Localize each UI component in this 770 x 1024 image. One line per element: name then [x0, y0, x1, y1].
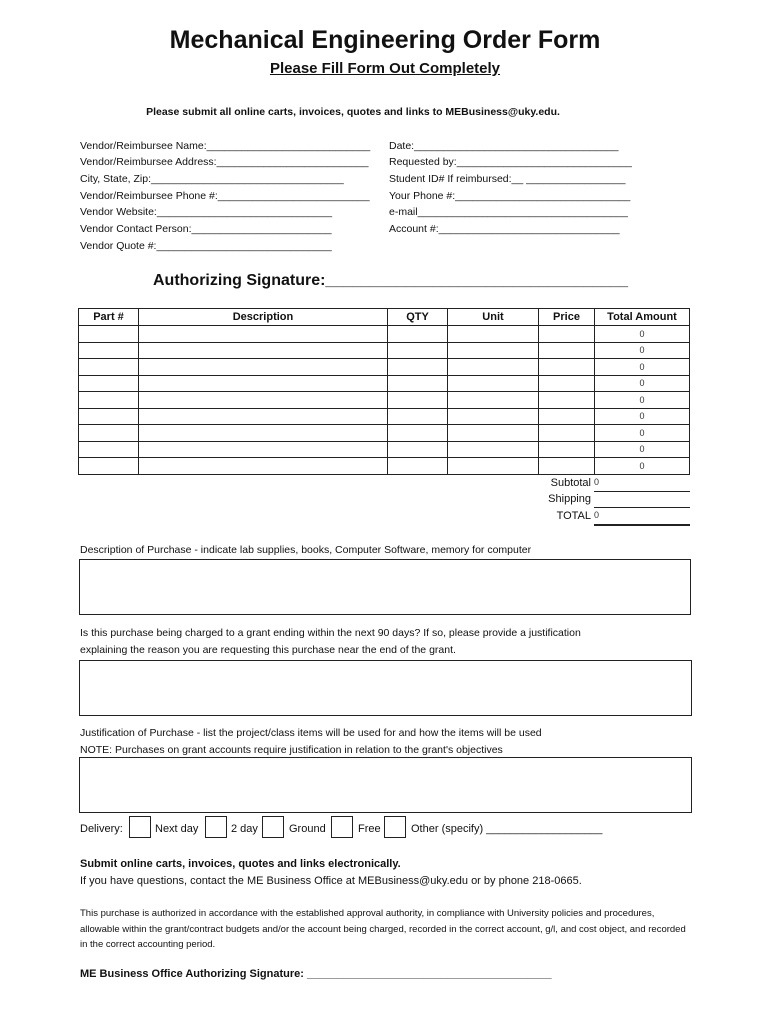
row-total-cell: 0: [595, 342, 690, 359]
justification-line2: NOTE: Purchases on grant accounts require justification in relation to the grant's objectives: [80, 744, 503, 756]
items-table: [78, 308, 690, 475]
delivery-label: Delivery:: [80, 823, 123, 835]
total-value: 0: [594, 510, 690, 526]
authorizing-signature-field[interactable]: Authorizing Signature:__________________________________: [153, 272, 628, 289]
qty-cell[interactable]: [388, 392, 448, 409]
row-total-cell: 0: [595, 375, 690, 392]
grant-question-line2: explaining the reason you are requesting this purchase near the end of the grant.: [80, 644, 456, 656]
vendor-name-field[interactable]: Vendor/Reimbursee Name:____________________________: [80, 140, 371, 152]
price-cell[interactable]: [539, 441, 595, 458]
your-phone-field[interactable]: Your Phone #:______________________________: [389, 190, 631, 202]
description-cell[interactable]: [139, 441, 388, 458]
description-cell[interactable]: [139, 326, 388, 343]
table-row: [79, 408, 690, 425]
requested-by-field[interactable]: Requested by:______________________________: [389, 156, 632, 168]
justification-textarea[interactable]: [79, 757, 692, 813]
vendor-phone-field[interactable]: Vendor/Reimbursee Phone #:__________________________: [80, 190, 370, 202]
vendor-quote-field[interactable]: Vendor Quote #:______________________________: [80, 240, 332, 252]
row-total-cell: 0: [595, 458, 690, 475]
two-day-label: 2 day: [231, 823, 258, 835]
me-business-signature-field[interactable]: ME Business Office Authorizing Signature: ________________________________________: [80, 968, 552, 980]
description-cell[interactable]: [139, 359, 388, 376]
part-cell[interactable]: [79, 342, 139, 359]
description-cell[interactable]: [139, 375, 388, 392]
qty-cell[interactable]: [388, 408, 448, 425]
unit-cell[interactable]: [448, 441, 539, 458]
date-field[interactable]: Date:___________________________________: [389, 140, 619, 152]
description-cell[interactable]: [139, 392, 388, 409]
qty-cell[interactable]: [388, 375, 448, 392]
free-checkbox[interactable]: [331, 816, 353, 838]
two-day-checkbox[interactable]: [205, 816, 227, 838]
row-total-cell: 0: [595, 392, 690, 409]
row-total-cell: 0: [595, 326, 690, 343]
subtotal-label: Subtotal: [550, 477, 591, 489]
column-header: Unit: [448, 309, 539, 326]
qty-cell[interactable]: [388, 342, 448, 359]
description-label: Description of Purchase - indicate lab supplies, books, Computer Software, memory for computer: [80, 544, 532, 556]
table-row: [79, 359, 690, 376]
price-cell[interactable]: [539, 326, 595, 343]
column-header: Description: [139, 309, 388, 326]
grant-justification-textarea[interactable]: [79, 660, 692, 716]
table-row: [79, 392, 690, 409]
other-specify-field[interactable]: Other (specify) ___________________: [411, 823, 603, 835]
account-field[interactable]: Account #:_______________________________: [389, 223, 620, 235]
price-cell[interactable]: [539, 375, 595, 392]
part-cell[interactable]: [79, 326, 139, 343]
electronic-submit-note: Submit online carts, invoices, quotes and links electronically.: [80, 858, 401, 870]
column-header: Part #: [79, 309, 139, 326]
unit-cell[interactable]: [448, 392, 539, 409]
grant-question-line1: Is this purchase being charged to a grant ending within the next 90 days? If so, please provide a justification: [80, 627, 581, 639]
next-day-checkbox[interactable]: [129, 816, 151, 838]
subtotal-value: 0: [594, 477, 690, 492]
authorization-policy: This purchase is authorized in accordance with the established approval authority, in compliance with University policies and procedures, allowable within the grant/contract budgets and/or the account being charged, recorded in the correct account, g/l, and cost object, and recorded in the correct accounting period.: [80, 908, 686, 950]
description-cell[interactable]: [139, 458, 388, 475]
price-cell[interactable]: [539, 359, 595, 376]
part-cell[interactable]: [79, 359, 139, 376]
table-row: [79, 458, 690, 475]
column-header: QTY: [388, 309, 448, 326]
unit-cell[interactable]: [448, 425, 539, 442]
price-cell[interactable]: [539, 408, 595, 425]
row-total-cell: 0: [595, 408, 690, 425]
row-total-cell: 0: [595, 441, 690, 458]
shipping-value[interactable]: [594, 493, 690, 508]
contact-info: If you have questions, contact the ME Business Office at MEBusiness@uky.edu or by phone 218-0665.: [80, 875, 582, 887]
column-header: Price: [539, 309, 595, 326]
qty-cell[interactable]: [388, 326, 448, 343]
price-cell[interactable]: [539, 425, 595, 442]
column-header: Total Amount: [595, 309, 690, 326]
qty-cell[interactable]: [388, 441, 448, 458]
email-field[interactable]: e-mail____________________________________: [389, 206, 628, 218]
vendor-address-field[interactable]: Vendor/Reimbursee Address:__________________________: [80, 156, 369, 168]
total-label: TOTAL: [556, 510, 591, 522]
table-row: [79, 425, 690, 442]
unit-cell[interactable]: [448, 359, 539, 376]
price-cell[interactable]: [539, 392, 595, 409]
justification-line1: Justification of Purchase - list the project/class items will be used for and how the items will be used: [80, 727, 542, 739]
price-cell[interactable]: [539, 342, 595, 359]
ground-checkbox[interactable]: [262, 816, 284, 838]
other-checkbox[interactable]: [384, 816, 406, 838]
vendor-contact-field[interactable]: Vendor Contact Person:________________________: [80, 223, 332, 235]
price-cell[interactable]: [539, 458, 595, 475]
vendor-website-field[interactable]: Vendor Website:______________________________: [80, 206, 333, 218]
part-cell[interactable]: [79, 392, 139, 409]
ground-label: Ground: [289, 823, 326, 835]
shipping-label: Shipping: [548, 493, 591, 505]
form-subtitle: Please Fill Form Out Completely: [269, 60, 501, 77]
next-day-label: Next day: [155, 823, 199, 835]
description-textarea[interactable]: [79, 559, 691, 615]
qty-cell[interactable]: [388, 458, 448, 475]
table-row: [79, 375, 690, 392]
part-cell[interactable]: [79, 441, 139, 458]
table-row: [79, 441, 690, 458]
qty-cell[interactable]: [388, 359, 448, 376]
free-label: Free: [358, 823, 381, 835]
table-row: [79, 342, 690, 359]
unit-cell[interactable]: [448, 326, 539, 343]
form-title: Mechanical Engineering Order Form: [169, 26, 601, 54]
description-cell[interactable]: [139, 342, 388, 359]
table-header-row: [79, 309, 690, 326]
part-cell[interactable]: [79, 375, 139, 392]
unit-cell[interactable]: [448, 458, 539, 475]
unit-cell[interactable]: [448, 375, 539, 392]
qty-cell[interactable]: [388, 425, 448, 442]
description-cell[interactable]: [139, 408, 388, 425]
submit-note: Please submit all online carts, invoices, quotes and links to MEBusiness@uky.edu.: [146, 106, 560, 118]
part-cell[interactable]: [79, 458, 139, 475]
student-id-field[interactable]: Student ID# If reimbursed:__ _________________: [389, 173, 626, 185]
description-cell[interactable]: [139, 425, 388, 442]
table-row: [79, 326, 690, 343]
row-total-cell: 0: [595, 425, 690, 442]
part-cell[interactable]: [79, 408, 139, 425]
city-state-zip-field[interactable]: City, State, Zip:_________________________________: [80, 173, 344, 185]
unit-cell[interactable]: [448, 342, 539, 359]
row-total-cell: 0: [595, 359, 690, 376]
unit-cell[interactable]: [448, 408, 539, 425]
part-cell[interactable]: [79, 425, 139, 442]
